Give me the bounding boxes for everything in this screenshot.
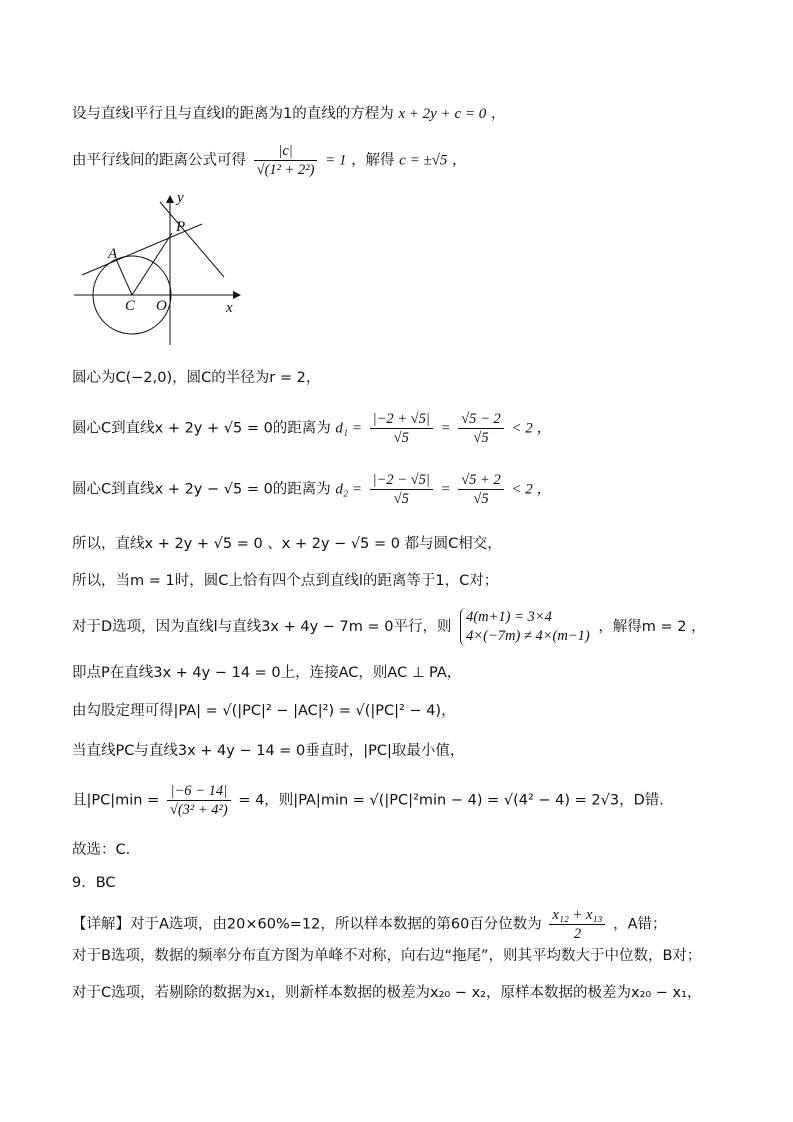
label-O: O — [156, 298, 167, 314]
percentile-fraction — [549, 906, 605, 943]
d1-fraction-2-numerator: √5 − 2 — [458, 410, 504, 429]
text-line-4: 圆心C到直线x + 2y + √5 = 0的距离为 d₁ = $\frac{|-2 + √5|}{√5}$ = $\frac{√5 - 2}{√5}$ < 2 ， — [72, 411, 552, 446]
line-1-text: 设与直线l平行且与直线l的距离为1的直线的方程为 — [72, 106, 394, 122]
d1-fraction-2 — [458, 410, 504, 447]
percentile-fraction-denominator: 2 — [573, 926, 582, 942]
equation-system-row-1: 4(m+1) = 3×4 — [466, 609, 552, 625]
label-P: P — [176, 219, 186, 235]
distance-fraction-denominator: √(1² + 2²) — [256, 162, 315, 178]
line-1-equation: x + 2y + c = 0 — [398, 106, 487, 122]
line-2-equals: = 1 — [325, 152, 347, 169]
line-5-end: < 2 ， — [511, 481, 552, 498]
text-line-17: 对于C选项，若剔除的数据为x₁，则新样本数据的极差为x₂₀ − x₂，原样本数据的极差为x₂₀ − x₁， — [72, 985, 702, 1001]
text-line-12 — [72, 782, 753, 819]
d2-fraction-1-numerator: |−2 − √5| — [370, 471, 433, 490]
text-line-3: 圆心为C(−2,0)，圆C的半径为r = 2， — [72, 370, 321, 386]
equation-system — [460, 608, 590, 646]
text-line-8 — [72, 608, 753, 646]
distance-fraction-numerator: |c| — [254, 142, 318, 161]
line-2-solution: c = ±√5 — [399, 152, 448, 169]
text-line-16: 对于B选项，数据的频率分布直方图为单峰不对称，向右边“拖尾”，则其平均数大于中位数，B对； — [72, 948, 702, 964]
line-8-end: ，解得m = 2 ， — [598, 619, 706, 635]
text-line-2 — [72, 142, 753, 179]
pc-min-fraction-numerator: |−6 − 14| — [167, 782, 231, 801]
pc-min-fraction-denominator: √(3² + 4²) — [169, 802, 228, 818]
label-y: y — [177, 190, 184, 206]
label-C: C — [125, 298, 136, 314]
line-4-d1: d₁ = — [335, 420, 363, 437]
text-line-7: 所以，当m = 1时，圆C上恰有四个点到直线l的距离等于1，C对； — [72, 573, 499, 589]
text-line-5: 圆心C到直线x + 2y − √5 = 0的距离为 d₂ = $\frac{|-2 - √5|}{√5}$ = $\frac{√5 + 2}{√5}$ < 2 ， — [72, 472, 552, 507]
line-4-text: 圆心C到直线x + 2y + √5 = 0的距离为 — [72, 420, 331, 437]
d1-fraction-1-numerator: |−2 + √5| — [370, 410, 433, 429]
line-2-text: 由平行线间的距离公式可得 — [72, 152, 246, 169]
text-line-13: 故选：C. — [72, 842, 131, 858]
text-line-10: 由勾股定理可得|PA| = √(|PC|² − |AC|²) = √(|PC|² − 4)， — [72, 703, 456, 719]
text-line-1 — [72, 103, 753, 125]
text-line-11: 当直线PC与直线3x + 4y − 14 = 0垂直时，|PC|取最小值， — [72, 743, 465, 759]
line-8-text: 对于D选项，因为直线l与直线3x + 4y − 7m = 0平行，则 — [72, 619, 452, 635]
text-line-9: 即点P在直线3x + 4y − 14 = 0上，连接AC，则AC ⊥ PA， — [72, 665, 462, 681]
text-line-6: 所以，直线x + 2y + √5 = 0 、x + 2y − √5 = 0 都与圆C相交， — [72, 536, 502, 552]
d1-fraction-2-denominator: √5 — [473, 430, 489, 446]
text-line-14: 9．BC — [72, 875, 116, 891]
segment-PC — [132, 233, 172, 295]
pc-min-fraction — [167, 782, 231, 819]
percentile-fraction-numerator: x₁₂ + x₁₃ — [549, 906, 605, 925]
segment-AC — [116, 259, 132, 295]
d2-fraction-1 — [370, 471, 433, 508]
line-15-end: ，A错； — [613, 916, 667, 933]
line-1-end: ， — [490, 106, 506, 122]
label-x: x — [226, 300, 233, 316]
line-5-d2: d₂ = — [335, 481, 363, 498]
label-A: A — [108, 246, 118, 262]
equation-system-row-2: 4×(−7m) ≠ 4×(m−1) — [466, 628, 590, 644]
line-4-end: < 2 ， — [511, 420, 552, 437]
d2-fraction-2 — [458, 471, 504, 508]
d2-fraction-2-denominator: √5 — [473, 491, 489, 507]
text-line-15 — [72, 906, 753, 943]
d2-fraction-1-denominator: √5 — [393, 491, 409, 507]
line-2-end: ， — [452, 152, 467, 169]
line-2-mid: ，解得 — [351, 152, 395, 169]
d1-fraction-1-denominator: √5 — [393, 430, 409, 446]
line-15-text: 【详解】对于A选项，由20×60%=12，所以样本数据的第60百分位数为 — [72, 916, 542, 933]
d2-fraction-2-numerator: √5 + 2 — [458, 471, 504, 490]
line-12-end: = 4，则|PA|min = √(|PC|²min − 4) = √(4² − 4) = 2√3，D错. — [238, 792, 664, 809]
circle-tangent-figure — [72, 190, 252, 352]
line-12-text: 且|PC|min = — [72, 792, 160, 809]
line-5-text: 圆心C到直线x + 2y − √5 = 0的距离为 — [72, 481, 331, 498]
distance-fraction — [254, 142, 318, 179]
d1-fraction-1 — [370, 410, 433, 447]
